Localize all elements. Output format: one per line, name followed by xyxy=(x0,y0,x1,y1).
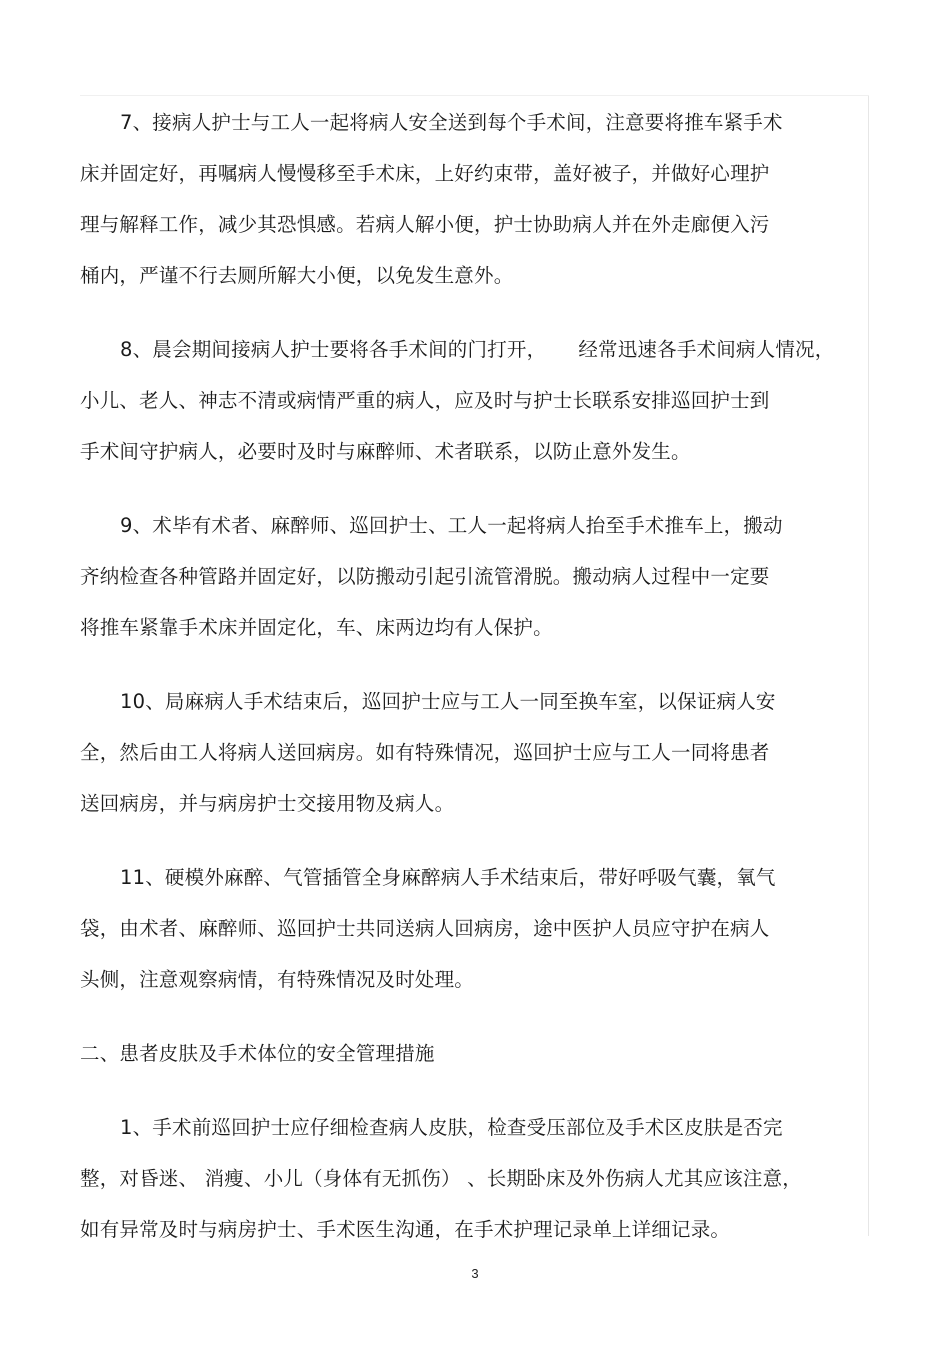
paragraph-line: 如有异常及时与病房护士、手术医生沟通，在手术护理记录单上详细记录。 xyxy=(80,1218,731,1241)
paragraph-line: 小儿、老人、神志不清或病情严重的病人，应及时与护士长联系安排巡回护士到 xyxy=(80,389,770,412)
paragraph-line: 袋，由术者、麻醉师、巡回护士共同送病人回病房，途中医护人员应守护在病人 xyxy=(80,917,770,940)
paragraph-line-tail: 经常迅速各手术间病人情况， xyxy=(578,338,835,361)
paragraph-line-head: 8、晨会期间接病人护士要将各手术间的门打开， xyxy=(120,338,547,361)
paragraph-item-9 xyxy=(80,500,860,653)
paragraph-line: 理与解释工作，减少其恐惧感。若病人解小便，护士协助病人并在外走廊便入污 xyxy=(80,213,770,236)
paragraph-item-8 xyxy=(80,324,860,477)
paragraph-line: 11、硬模外麻醉、气管插管全身麻醉病人手术结束后，带好呼吸气囊，氧气 xyxy=(120,866,776,889)
paragraph-item-11 xyxy=(80,852,860,1005)
paragraph-line: 将推车紧靠手术床并固定化，车、床两边均有人保护。 xyxy=(80,616,553,639)
paragraph-line-split xyxy=(80,324,860,375)
paragraph-line: 整，对昏迷、 消瘦、小儿（身体有无抓伤） 、长期卧床及外伤病人尤其应该注意， xyxy=(80,1167,802,1190)
paragraph-line: 桶内，严谨不行去厕所解大小便，以免发生意外。 xyxy=(80,264,514,287)
page-number: 3 xyxy=(471,1266,479,1281)
paragraph-line: 9、术毕有术者、麻醉师、巡回护士、工人一起将病人抬至手术推车上，搬动 xyxy=(120,514,783,537)
paragraph-line: 全，然后由工人将病人送回病房。如有特殊情况，巡回护士应与工人一同将患者 xyxy=(80,741,770,764)
paragraph-line: 手术间守护病人，必要时及时与麻醉师、术者联系，以防止意外发生。 xyxy=(80,440,691,463)
paragraph-line: 头侧，注意观察病情，有特殊情况及时处理。 xyxy=(80,968,475,991)
paragraph-line: 床并固定好，再嘱病人慢慢移至手术床，上好约束带，盖好被子，并做好心理护 xyxy=(80,162,770,185)
document-body xyxy=(80,97,860,1278)
paragraph-line: 10、局麻病人手术结束后，巡回护士应与工人一同至换车室，以保证病人安 xyxy=(120,690,776,713)
page-top-edge xyxy=(80,95,869,96)
paragraph-item-7 xyxy=(80,97,860,301)
paragraph-line: 送回病房，并与病房护士交接用物及病人。 xyxy=(80,792,455,815)
paragraph-line: 1、手术前巡回护士应仔细检查病人皮肤，检查受压部位及手术区皮肤是否完 xyxy=(120,1116,783,1139)
paragraph-line: 齐纳检查各种管路并固定好，以防搬动引起引流管滑脱。搬动病人过程中一定要 xyxy=(80,565,770,588)
section-paragraph-1 xyxy=(80,1102,860,1255)
page-right-edge xyxy=(868,96,869,1236)
paragraph-item-10 xyxy=(80,676,860,829)
section-heading-block xyxy=(80,1028,860,1079)
paragraph-line: 7、接病人护士与工人一起将病人安全送到每个手术间，注意要将推车紧手术 xyxy=(120,111,783,134)
section-heading: 二、患者皮肤及手术体位的安全管理措施 xyxy=(80,1042,435,1065)
